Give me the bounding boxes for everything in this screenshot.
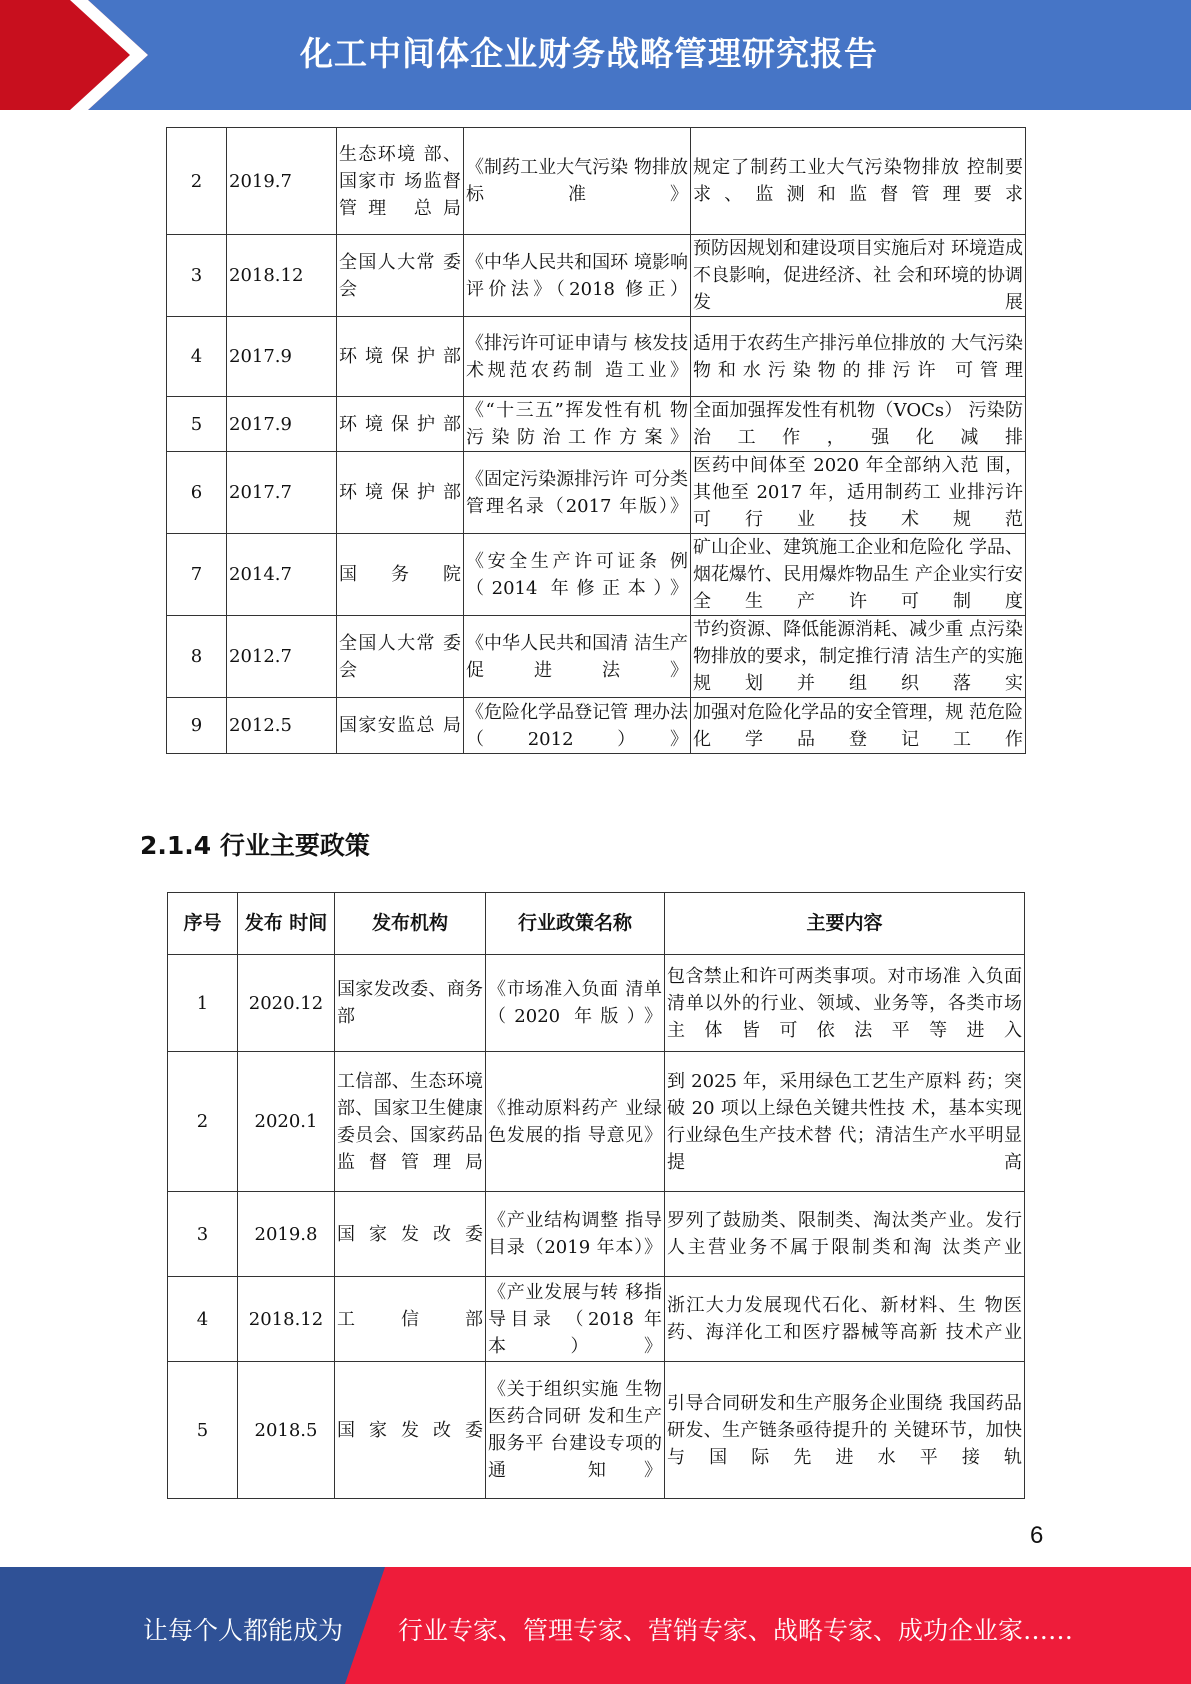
cell-document-name: 《中华人民共和国清 洁生产促进法》 [464, 616, 691, 698]
table-row [167, 534, 1026, 616]
cell-index: 2 [167, 128, 227, 235]
cell-content: 包含禁止和许可两类事项。对市场准 入负面清单以外的行业、领域、业务等，各类市场主体皆可依法平等进入 [665, 955, 1025, 1052]
cell-document-name: 《排污许可证申请与 核发技术规范农药制 造工业》 [464, 317, 691, 397]
cell-index: 5 [167, 397, 227, 452]
cell-date: 2017.9 [227, 317, 337, 397]
cell-date: 2014.7 [227, 534, 337, 616]
regulations-table [166, 127, 1026, 754]
cell-document-name: 《危险化学品登记管 理办法（2012）》 [464, 698, 691, 754]
page-number: 6 [1030, 1522, 1044, 1549]
table-row [167, 698, 1026, 754]
col-header-index: 序号 [168, 893, 238, 955]
cell-issuer: 国家发改委 [335, 1192, 486, 1277]
cell-issuer: 环境保护部 [337, 452, 464, 534]
cell-index: 3 [168, 1192, 238, 1277]
section-heading: 2.1.4 行业主要政策 [140, 831, 370, 860]
cell-document-name: 《中华人民共和国环 境影响评价法》（2018 修正） [464, 235, 691, 317]
cell-date: 2012.7 [227, 616, 337, 698]
report-title: 化工中间体企业财务战略管理研究报告 [300, 34, 878, 73]
cell-issuer: 国务院 [337, 534, 464, 616]
cell-date: 2019.8 [238, 1192, 335, 1277]
cell-content: 浙江大力发展现代石化、新材料、生 物医药、海洋化工和医疗器械等高新 技术产业 [665, 1277, 1025, 1362]
cell-content: 加强对危险化学品的安全管理，规 范危险化学品登记工作 [691, 698, 1026, 754]
cell-date: 2017.9 [227, 397, 337, 452]
footer-slogan-left: 让每个人都能成为 [143, 1616, 344, 1645]
table-row [168, 1277, 1025, 1362]
table-header-row [168, 893, 1025, 955]
col-header-issuer: 发布机构 [335, 893, 486, 955]
cell-issuer: 全国人大常 委会 [337, 235, 464, 317]
cell-content: 节约资源、降低能源消耗、减少重 点污染物排放的要求，制定推行清 洁生产的实施规划并组织落实 [691, 616, 1026, 698]
cell-policy-name: 《产业发展与转 移指导目录 （2018 年本）》 [486, 1277, 665, 1362]
cell-issuer: 国家发改委 [335, 1362, 486, 1499]
cell-index: 5 [168, 1362, 238, 1499]
cell-index: 8 [167, 616, 227, 698]
cell-index: 2 [168, 1052, 238, 1192]
table-row [167, 317, 1026, 397]
cell-date: 2019.7 [227, 128, 337, 235]
table-row [167, 397, 1026, 452]
cell-index: 1 [168, 955, 238, 1052]
cell-date: 2020.12 [238, 955, 335, 1052]
table-row [167, 616, 1026, 698]
cell-content: 引导合同研发和生产服务企业围绕 我国药品研发、生产链条亟待提升的 关键环节，加快与国际先进水平接轨 [665, 1362, 1025, 1499]
table-row [168, 1192, 1025, 1277]
cell-policy-name: 《推动原料药产 业绿色发展的指 导意见》 [486, 1052, 665, 1192]
table-row [168, 955, 1025, 1052]
red-chevron-decoration [0, 0, 150, 110]
col-header-date: 发布 时间 [238, 893, 335, 955]
page-header [0, 0, 1191, 110]
cell-date: 2018.12 [238, 1277, 335, 1362]
cell-issuer: 国家安监总 局 [337, 698, 464, 754]
col-header-policy-name: 行业政策名称 [486, 893, 665, 955]
table-row [167, 452, 1026, 534]
cell-document-name: 《固定污染源排污许 可分类管理名录（2017 年版）》 [464, 452, 691, 534]
policy-table [167, 892, 1025, 1499]
cell-issuer: 生态环境 部、国家市 场监督管理 总局 [337, 128, 464, 235]
cell-content: 全面加强挥发性有机物（VOCs） 污染防治工作，强化减排 [691, 397, 1026, 452]
cell-date: 2018.12 [227, 235, 337, 317]
cell-content: 罗列了鼓励类、限制类、淘汰类产业。发行人主营业务不属于限制类和淘 汰类产业 [665, 1192, 1025, 1277]
cell-content: 预防因规划和建设项目实施后对 环境造成不良影响，促进经济、社 会和环境的协调发展 [691, 235, 1026, 317]
page-footer [0, 1567, 1191, 1684]
cell-issuer: 全国人大常 委会 [337, 616, 464, 698]
cell-policy-name: 《市场准入负面 清单（2020 年版）》 [486, 955, 665, 1052]
cell-index: 7 [167, 534, 227, 616]
cell-content: 矿山企业、建筑施工企业和危险化 学品、烟花爆竹、民用爆炸物品生 产企业实行安全生产许可制度 [691, 534, 1026, 616]
cell-issuer: 国家发改委、商务部 [335, 955, 486, 1052]
table-row [168, 1362, 1025, 1499]
col-header-content: 主要内容 [665, 893, 1025, 955]
cell-index: 4 [167, 317, 227, 397]
cell-date: 2018.5 [238, 1362, 335, 1499]
cell-content: 规定了制药工业大气污染物排放 控制要求、监测和监督管理要求 [691, 128, 1026, 235]
cell-document-name: 《制药工业大气污染 物排放标准》 [464, 128, 691, 235]
cell-date: 2012.5 [227, 698, 337, 754]
cell-issuer: 工信部 [335, 1277, 486, 1362]
cell-issuer: 环境保护部 [337, 317, 464, 397]
cell-content: 适用于农药生产排污单位排放的 大气污染物和水污染物的排污许 可管理 [691, 317, 1026, 397]
cell-document-name: 《“十三五”挥发性有机 物污染防治工作方案》 [464, 397, 691, 452]
cell-index: 6 [167, 452, 227, 534]
cell-date: 2020.1 [238, 1052, 335, 1192]
cell-content: 医药中间体至 2020 年全部纳入范 围，其他至 2017 年，适用制药工 业排污许可行业技术规范 [691, 452, 1026, 534]
cell-policy-name: 《关于组织实施 生物医药合同研 发和生产服务平 台建设专项的通 知》 [486, 1362, 665, 1499]
cell-index: 9 [167, 698, 227, 754]
footer-slogan-right: 行业专家、管理专家、营销专家、战略专家、成功企业家…… [398, 1616, 1074, 1645]
cell-index: 4 [168, 1277, 238, 1362]
cell-issuer: 工信部、生态环境部、国家卫生健康委员会、国家药品监督管理局 [335, 1052, 486, 1192]
table-row [167, 235, 1026, 317]
cell-policy-name: 《产业结构调整 指导目录（2019 年本）》 [486, 1192, 665, 1277]
cell-issuer: 环境保护部 [337, 397, 464, 452]
table-row [167, 128, 1026, 235]
cell-document-name: 《安全生产许可证条 例（2014 年修正本）》 [464, 534, 691, 616]
cell-date: 2017.7 [227, 452, 337, 534]
table-row [168, 1052, 1025, 1192]
cell-content: 到 2025 年，采用绿色工艺生产原料 药；突破 20 项以上绿色关键共性技 术，基本实现行业绿色生产技术替 代；清洁生产水平明显提高 [665, 1052, 1025, 1192]
cell-index: 3 [167, 235, 227, 317]
